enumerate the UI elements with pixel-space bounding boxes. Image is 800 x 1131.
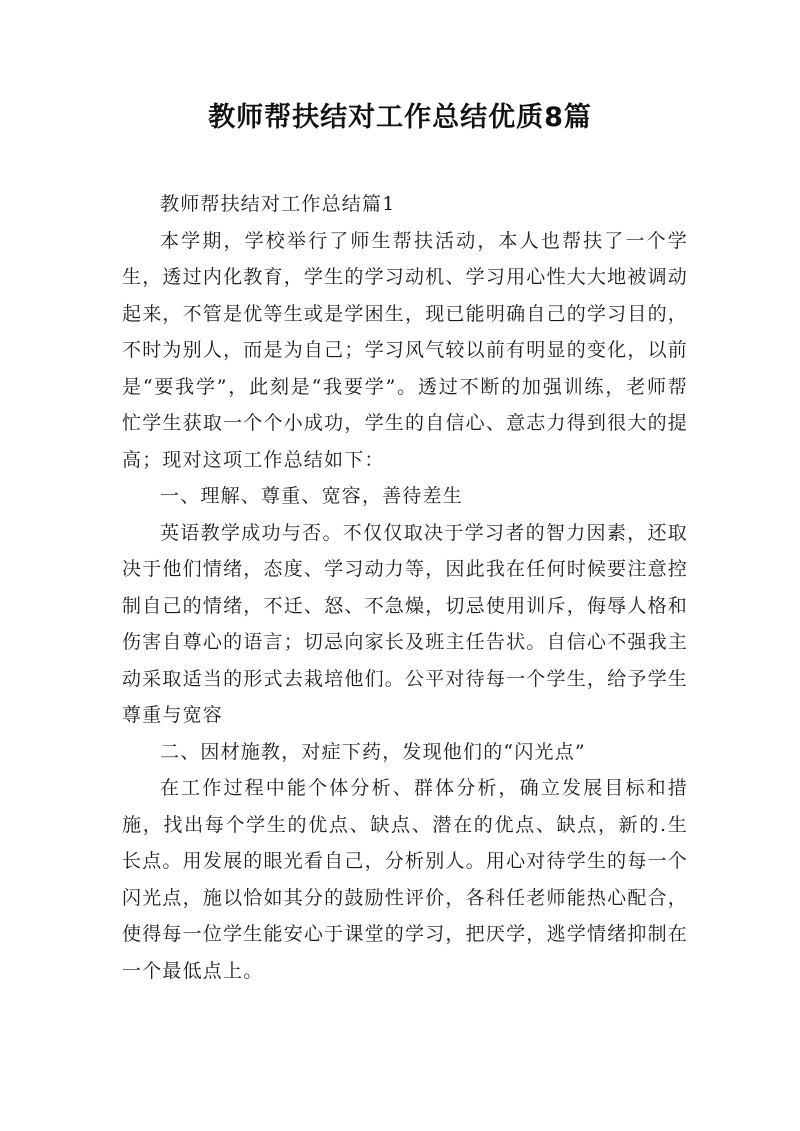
paragraph-intro: 本学期，学校举行了师生帮扶活动，本人也帮扶了一个学生，透过内化教育，学生的学习动机、学习用心性大大地被调动起来，不管是优等生或是学困生，现已能明确自己的学习目的，不时为别人，而是为自己；学习风气较以前有明显的变化，以前是“要我学”，此刻是“我要学”。透过不断的加强训练，老师帮忙学生获取一个个小成功，学生的自信心、意志力得到很大的提高；现对这项工作总结如下： xyxy=(122,229,688,471)
section-title: 教师帮扶结对工作总结篇1 xyxy=(160,193,396,215)
heading-two: 二、因材施教，对症下药，发现他们的“闪光点” xyxy=(160,740,586,763)
document-title: 教师帮扶结对工作总结优质8篇 xyxy=(208,102,592,133)
paragraph-two: 在工作过程中能个体分析、群体分析，确立发展目标和措施，找出每个学生的优点、缺点、潜在的优点、缺点，新的.生长点。用发展的眼光看自己，分析别人。用心对待学生的每一个闪光点，施以恰如其分的鼓励性评价，各科任老师能热心配合，使得每一位学生能安心于课堂的学习，把厌学，逃学情绪抑制在一个最低点上。 xyxy=(122,777,688,982)
document-body xyxy=(122,186,688,989)
heading-one: 一、理解、尊重、宽容，善待差生 xyxy=(160,485,464,507)
paragraph-one: 英语教学成功与否。不仅仅取决于学习者的智力因素，还取决于他们情绪，态度、学习动力等，因此我在任何时候要注意控制自己的情绪，不迁、怒、不急燥，切忌使用训斥，侮辱人格和伤害自尊心的语言；切忌向家长及班主任告状。自信心不强我主动采取适当的形式去栽培他们。公平对待每一个学生，给予学生尊重与宽容 xyxy=(122,521,688,726)
